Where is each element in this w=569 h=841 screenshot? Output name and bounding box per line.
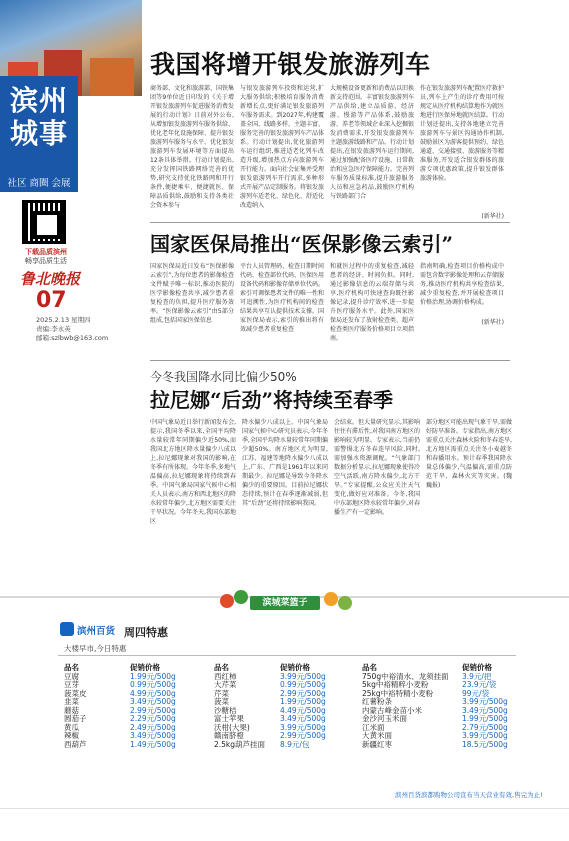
qr-caption — [14, 248, 78, 266]
qr-caption-line1: 下载品质滨州 — [25, 248, 67, 256]
article3-col-2: 降水偏少八成以上。中国气象局国家气候中心研究员表示,今年冬季,全国平均降水量较常年同期偏少超50%。南方地区尤为明显,江苏、福建等地降水偏少八成以上,广东、广西是1961年以来同期最少。拉尼娜是导致今冬降水偏少的重要原因。目前拉尼娜状态持续,预计在春季逐渐减弱,但其“后劲”还将持续影响我国。 — [242, 419, 328, 507]
article2-col-2: 平台人员管理码、检查日期时间代码、检查部位代码、医保医用设备代码和影像存储单位代码。索引可调保患者文件的唯一性和可追溯性,为医疗机构间的检查结果共享互认提供技术支撑。国家医保局表示,索引的推出将有效减少患者重复检查 — [240, 263, 324, 333]
issue-meta — [36, 316, 108, 343]
item-name: 5kg中裕精粹小麦粉 — [362, 680, 429, 689]
item-price: 3.99元/500g — [280, 722, 326, 732]
store-name: 滨州百货 — [77, 626, 116, 637]
banner-label: 滨城菜篮子 — [250, 596, 320, 610]
item-name: 沃柑(大果) — [214, 722, 250, 732]
divider — [150, 360, 510, 361]
article3-headline: 拉尼娜“后劲”将持续至春季 — [150, 388, 394, 412]
article2-col-4: 指南明确,检查项目价格构成中需包含数字影像处理和云存储服务,推动医疗机构共享检查结果,减少重复检查,并开展检查项目价格治理,协调价格构成。 — [420, 263, 504, 306]
item-price: 3.99元/500g — [280, 671, 326, 681]
tomato-icon — [220, 594, 234, 608]
price-table-2 — [214, 664, 326, 749]
item-name: 豆腐 — [64, 671, 79, 681]
issue-email: 邮箱:szlbwb@163.com — [36, 334, 109, 342]
item-name: 菠菜皮 — [64, 688, 87, 698]
item-name: 赣南脐橙 — [214, 731, 244, 740]
item-price: 18.5元/500g — [462, 739, 508, 749]
header-price: 促销价格 — [280, 663, 310, 672]
price-row — [214, 741, 326, 750]
pepper-icon — [338, 596, 352, 610]
column-sidebar — [0, 0, 142, 600]
article1-col-3: 大规模设备更新和消费品以旧换新支持范围。丰富银发旅游列车产品供给,建立品质游、经济游、慢游等产品体系,鼓励旅游、养老等领域企业深入挖掘银发消费需求,开发银发旅游列车主题旅游线路和产品。行动计划提出,在银发旅游列车运行期间,通过加强配备医疗设施、日常救治和应急医疗保障能力。完善列车服务质量标准,提升旅游服务人员和应急药品,鼓励医疗机构与铁路部门合 — [330, 85, 414, 200]
issue-date: 2025.2.13 星期四 — [36, 316, 91, 324]
item-price: 1.99元/500g — [130, 671, 176, 681]
newspaper-brand: 鲁北晚报 — [20, 270, 81, 288]
item-price: 3.99元/500g — [462, 697, 508, 706]
item-price: 23.9元/袋 — [462, 680, 497, 689]
article3-kicker: 今冬我国降水同比偏少50% — [150, 370, 297, 384]
column-subtitle: 社区 商圈 会展 — [0, 172, 78, 192]
divider — [0, 808, 569, 809]
issue-editor: 责编:李永英 — [36, 325, 71, 333]
item-name: 750g中裕清水、龙须挂面 — [362, 671, 449, 681]
store-logo — [60, 620, 116, 638]
article1-col-2: 与银发旅游列车投资和运营,扩大服务供给;积极培育服务消费新增长点,更好满足银发旅游列车服务需求。到2027年,构建覆盖全国、线路多样、主题丰富、服务完善的银发旅游列车产品体系。行动计划提出,优化旅游列车运行组织,推进适老化列车改造升级,增加热点方向旅游列车开行能力。面向社会征集并受理银发旅游列车开行需求,多种形式开展产品定制服务。将银发旅游列车适老化、绿色化、舒适化改造纳入 — [240, 85, 324, 209]
header-price: 促销价格 — [130, 663, 160, 672]
item-price: 2.99元/500g — [280, 688, 326, 698]
item-price: 1.99元/500g — [462, 714, 508, 723]
article2-credit: (新华社) — [481, 319, 504, 326]
item-name: 豆芽 — [64, 680, 79, 689]
item-name: 韭菜 — [64, 697, 79, 706]
page-number: 07 — [36, 288, 67, 313]
column-title-block — [0, 76, 78, 189]
price-row — [362, 741, 508, 750]
qr-code-icon[interactable] — [22, 200, 66, 244]
item-price: 3.99元/500g — [462, 731, 508, 740]
article3-col-3: 会结束。但大量研究显示,其影响往往有滞后性,对我国南方地区的影响较为明显。专家表示,当前仍需警惕北方冬春连旱风险,同时,需加强水资源调配。“气象部门数据分析显示,拉尼娜现象使得冷空气活跃,南方降水偏少,北方干旱。”专家提醒,公众应关注天气变化,做好应对准备。今冬,我国中东部地区降水较常年偏少,对春播生产有一定影响。 — [334, 419, 420, 516]
item-name: 大芹菜 — [214, 680, 237, 689]
article3-col-4: 部分地区可能出现气象干旱,需做好防旱准备。专家指出,南方地区需重点关注森林火险和冬春连旱,北方地区需重点关注冬小麦越冬和春播用水。预计春季我国降水量总体偏少,气温偏高,需重点防范干旱、森林火灾等灾害。(魏巍报) — [426, 419, 512, 489]
item-name: 黄瓜 — [64, 722, 79, 732]
article2-headline: 国家医保局推出“医保影像云索引” — [150, 232, 454, 256]
article1-col-1: 商务部、文化和旅游部、国铁集团等9单位近日印发的《关于增开银发旅游列车促进服务消费发展的行动计划》日前对外公布,从增加银发旅游列车服务供给、优化老年化设施保障、提升银发旅游列车服务与水平、优化银发旅游列车发展环境等方面提出12条具体举措。行动计划提出,充分发挥国铁路网络完善的优势,研究支持优化铁路网和开行条件,便捷乘车、便捷就医、保障品质供给,鼓励和支持各类社会资本参与 — [150, 85, 234, 209]
item-name: 金沙河玉米面 — [362, 714, 407, 723]
qr-caption-line2: 畅享品质生活 — [25, 257, 67, 265]
orange-icon — [324, 592, 338, 606]
article2-col-3: 和就医过程中的重复检查,减轻患者的经济、时间负担。同时,通过影像信息的云端存储与共享,医疗机构可快速查询既往影像记录,提升诊疗效率,进一步提升医疗服务水平。此外,国家医保局还发布了放射检查类、超声检查类医疗服务价格项目立项指南。 — [330, 263, 414, 342]
article3-col-1: 中国气象局近日举行新闻发布会,提示,我国冬季以来,全国平均降水量较常年同期偏少近50%,而我国北方地区降水量偏少八成以上,拉尼娜现象对我国的影响,在冬季有所体现。今年冬季,多地气温偏高,拉尼娜现象将持续到春季。中国气象局国家气候中心相关人员表示,南方和西北地区的降水较常年偏少,北方地区需要关注干旱状况。今年冬天,我国东部地区 — [150, 419, 236, 525]
header-name: 品名 — [64, 663, 79, 672]
item-name: 菠菜 — [214, 697, 229, 706]
header-name: 品名 — [214, 663, 229, 672]
item-price: 2.99元/500g — [130, 705, 176, 715]
weekly-special-title: 周四特惠 — [124, 626, 168, 639]
item-price: 4.99元/500g — [130, 688, 176, 698]
footnote: 滨州百货滨都购物公司宣布当天营业有效,售完为止! — [395, 791, 543, 799]
item-name: 圆茄子 — [64, 714, 87, 723]
article1-headline: 我国将增开银发旅游列车 — [150, 50, 431, 79]
item-price: 2.29元/500g — [130, 714, 176, 723]
item-price: 3.49元/500g — [280, 714, 326, 723]
header-name: 品名 — [362, 663, 377, 672]
item-name: 新疆红枣 — [362, 739, 392, 749]
divider — [58, 655, 516, 656]
item-price: 3.49元/500g — [130, 697, 176, 706]
item-name: 2.5kg葫芦挂面 — [214, 739, 266, 749]
store-logo-icon — [60, 622, 74, 636]
item-name: 西葫芦 — [64, 739, 87, 749]
item-price: 2.79元/500g — [462, 722, 508, 732]
item-name: 西红柿 — [214, 671, 237, 681]
item-name: 沙糖桔 — [214, 705, 237, 715]
item-name: 内蒙古峰金苗小米 — [362, 705, 422, 715]
item-price: 0.99元/500g — [130, 680, 176, 689]
price-table-1 — [64, 664, 176, 749]
item-price: 1.49元/500g — [130, 739, 176, 749]
article1-col-4: 作在银发旅游列车配置医疗救护员,列车上产生的诊疗费用可按规定从医疗机构结算地作为就医地进行医保异地就医结算。行动计划还提出,支持各地建立完善旅游列车与景区沟通协作机制,鼓励景区为游客提供预约、绿色通道、交通接驳、旅游服务等精准服务,开发适合银发群体的旅游专项优惠政策,提升银发群体旅游体验。 — [420, 85, 504, 182]
item-name: 富士苹果 — [214, 714, 244, 723]
item-name: 大黄米面 — [362, 731, 392, 740]
item-price: 2.49元/500g — [130, 722, 176, 732]
item-price: 3.49元/500g — [462, 705, 508, 715]
item-price: 1.99元/500g — [280, 697, 326, 706]
item-price: 3.9元/把 — [462, 671, 492, 681]
item-name: 蘑菇 — [64, 705, 79, 715]
price-table-3 — [362, 664, 508, 749]
column-title: 滨州城事 — [9, 84, 68, 150]
item-price: 99元/袋 — [462, 688, 490, 698]
item-name: 芹菜 — [214, 688, 229, 698]
divider — [150, 222, 510, 223]
item-price: 4.49元/500g — [280, 705, 326, 715]
item-price: 8.9元/包 — [280, 739, 310, 749]
store-slogan: 大楼早市,今日特惠 — [64, 644, 127, 653]
item-name: 辣椒 — [64, 731, 79, 740]
cabbage-icon — [234, 590, 248, 604]
item-name: 红薯粉条 — [362, 697, 392, 706]
vegetable-basket-banner — [214, 578, 364, 614]
item-name: 25kg中裕特精小麦粉 — [362, 688, 434, 698]
header-price: 促销价格 — [462, 663, 492, 672]
item-price: 0.99元/500g — [280, 680, 326, 689]
item-price: 3.49元/500g — [130, 731, 176, 740]
price-row — [64, 741, 176, 750]
item-name: 江米面 — [362, 722, 385, 732]
article1-credit: (新华社) — [481, 213, 504, 220]
article2-col-1: 国家医保局近日发布“医保影像云索引”,为每位患者的影像检查文件赋予唯一标识,推动医院的医学影像检查共享,减少患者重复检查的负担,提升医疗服务效率。“医保影像云索引”由5部分组成,包括国家医保信息 — [150, 263, 234, 324]
item-price: 2.99元/500g — [280, 731, 326, 740]
